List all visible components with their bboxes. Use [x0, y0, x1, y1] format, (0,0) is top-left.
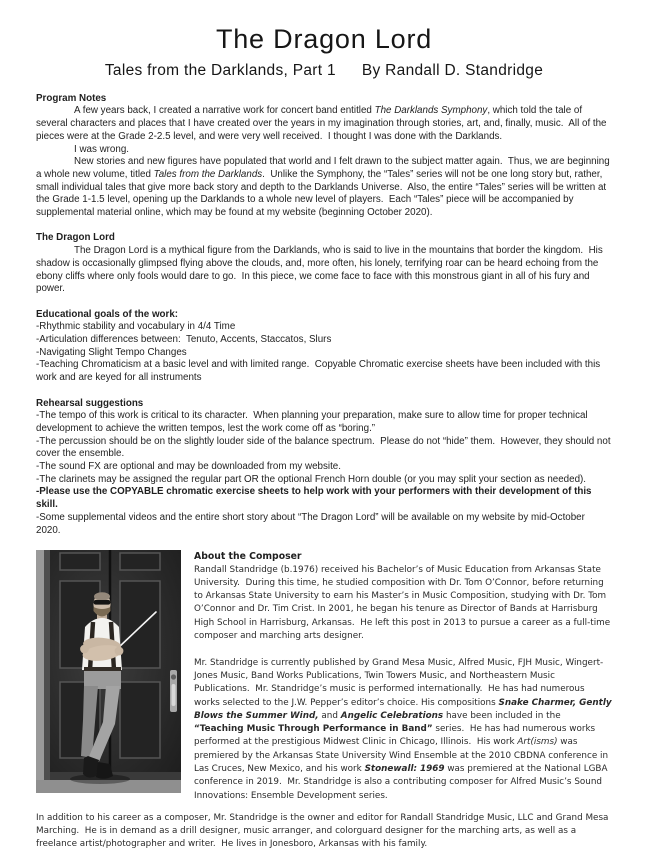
program-notes-paragraph-1: A few years back, I created a narrative work for concert band entitled The Darklands Symphony, which told the tale of several characters and places that I have created over the years in my imagination through stories, art, and, finally, music. All of the pieces were at the Grade 2-2.5 level, and were very well received. I thought I was done with the Darklands.: [36, 105, 610, 142]
rehearsal-suggestion-item: -Please use the COPYABLE chromatic exercise sheets to help work with your performers with their development of this skill.: [36, 486, 595, 511]
subtitle-author: By Randall D. Standridge: [361, 62, 544, 79]
composer-photo-image: [36, 550, 181, 793]
about-paragraph-1: Randall Standridge (b.1976) received his Bachelor’s of Music Education from Arkansas State University. During this time, he studied composition with Dr. Tom O’Connor, before returning to Arkansas State University to earn his Master’s in Music Composition, studying with Dr. Tom O’Connor and Dr. Tim Crist. In 2001, he began his tenure as Director of Bands at Harrisburg High School in Harrisburg, Arkansas. He left this post in 2013 to pursue a career as a full-time composer and marching arts designer.: [194, 564, 613, 642]
rehearsal-suggestion-item: -The tempo of this work is critical to its character. When planning your preparation, make sure to allow time for proper technical development to achieve the written tempos, lest the work come off as “boring.”: [36, 410, 591, 434]
program-notes-paragraph-2: I was wrong.: [74, 143, 129, 155]
section-rehearsal-suggestions: [36, 398, 612, 538]
program-notes-paragraph-3: New stories and new figures have populated that world and I felt drawn to the subject matter again. Thus, we are beginning a whole new volume, titled Tales from the Darklands. Unlike the Symphony, the “Tales” series will not be one long story but, rather, small individual tales that give more back story and depth to the Darklands Universe. Also, the entire “Tales” series will be written at the Grade 1-1.5 level, opening up the Darklands to a whole new level of players. Each “Tales” piece will be accompanied by supplemental material online, which may be found at my website (beginning October 2020).: [36, 156, 613, 219]
rehearsal-suggestion-item: -The sound FX are optional and may be downloaded from my website.: [36, 461, 341, 473]
composer-photo: [36, 550, 181, 793]
about-composer-text-column: [194, 550, 615, 803]
heading-educational-goals: Educational goals of the work:: [36, 308, 179, 320]
rehearsal-suggestion-item: -Some supplemental videos and the entire short story about “The Dragon Lord” will be available on my website by mid-October 2020.: [36, 511, 588, 536]
dragon-lord-paragraph: The Dragon Lord is a mythical figure from the Darklands, who is said to live in the mountains that border the kingdom. His shadow is occasionally glimpsed flying above the clouds, and, more often, his lonely, terrifying roar can be heard echoing from the ebony cliffs where only fools would dare to go. In this piece, we come face to face with this monstrous giant in all of his fury and power.: [36, 245, 606, 295]
page-subtitle: [36, 62, 612, 80]
section-program-notes: [36, 93, 612, 220]
closing-paragraph: In addition to his career as a composer, Mr. Standridge is the owner and editor for Randall Standridge Music, LLC and Grand Mesa Marching. He is in demand as a drill designer, music arranger, and colorguard designer for the marching arts, as well as a freelance artist/photographer and writer. He lives in Jonesboro, Arkansas with his family.: [36, 812, 612, 850]
subtitle-series: Tales from the Darklands, Part 1: [104, 62, 336, 79]
heading-program-notes: Program Notes: [36, 92, 107, 104]
heading-about-the-composer: About the Composer: [194, 551, 302, 563]
section-educational-goals: [36, 309, 612, 385]
educational-goal-item: -Articulation differences between: Tenuto, Accents, Staccatos, Slurs: [36, 334, 332, 346]
heading-the-dragon-lord: The Dragon Lord: [36, 232, 115, 244]
section-about-the-composer: [36, 550, 615, 803]
about-paragraph-2: Mr. Standridge is currently published by Grand Mesa Music, Alfred Music, FJH Music, Wingert-Jones Music, Band Works Publications, Twin Towers Music, and Northeastern Music Publications. Mr. Standridge’s music is performed internationally. He has had numerous works selected to the J.W. Pepper’s editor’s choice. His compositions Snake Charmer, Gently Blows the Summer Wind, and Angelic Celebrations have been included in the “Teaching Music Through Performance in Band” series. He has had numerous works performed at the prestigious Midwest Clinic in Chicago, Illinois. His work Art(isms) was premiered by the Arkansas State University Wind Ensemble at the 2010 CBDNA conference in Las Cruces, New Mexico, and his work Stonewall: 1969 was premiered at the National LGBA conference in 2019. Mr. Standridge is also a contributing composer for Alfred Music’s Sound Innovations: Ensemble Development series.: [194, 657, 615, 801]
educational-goal-item: -Teaching Chromaticism at a basic level and with limited range. Copyable Chromatic exercise sheets have been included with this work and are keyed for all instruments: [36, 359, 603, 384]
heading-rehearsal-suggestions: Rehearsal suggestions: [36, 397, 144, 409]
educational-goal-item: -Navigating Slight Tempo Changes: [36, 346, 187, 358]
educational-goal-item: -Rhythmic stability and vocabulary in 4/4 Time: [36, 321, 236, 333]
rehearsal-suggestion-item: -The clarinets may be assigned the regular part OR the optional French Horn double (or you may split your section as needed).: [36, 473, 586, 485]
rehearsal-suggestion-item: -The percussion should be on the slightly louder side of the balance spectrum. Please do not “hide” them. However, they should not cover the ensemble.: [36, 435, 614, 460]
section-the-dragon-lord: [36, 232, 612, 296]
page-title: The Dragon Lord: [215, 24, 433, 54]
